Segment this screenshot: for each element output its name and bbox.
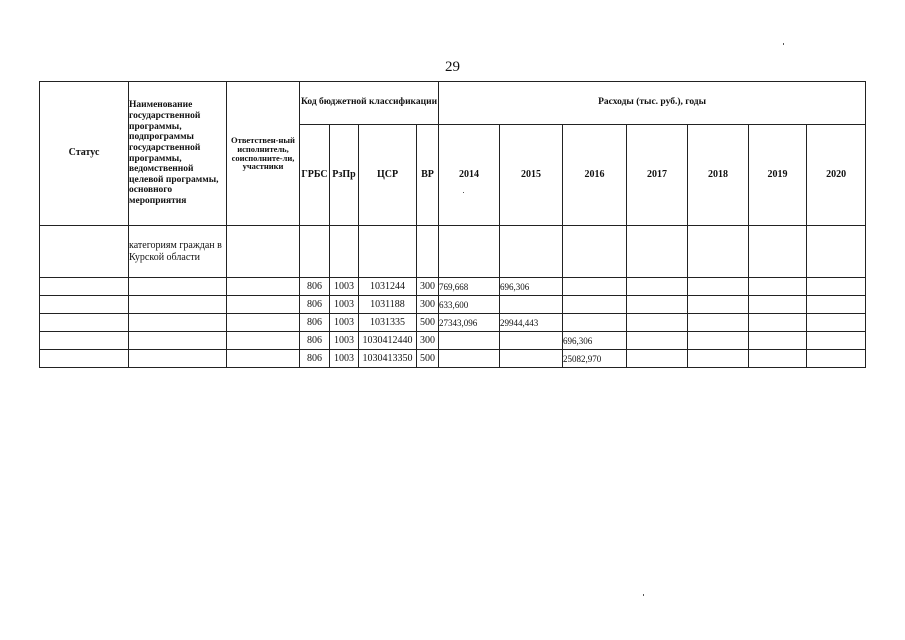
empty-cell [40, 350, 129, 368]
empty-cell [807, 314, 866, 332]
amount-2016-cell: 25082,970 [563, 350, 627, 368]
empty-cell [807, 278, 866, 296]
table-row [40, 350, 866, 368]
vr-cell: 300 [417, 278, 439, 296]
header-row-top [40, 82, 866, 125]
amount-2015-cell [500, 332, 563, 350]
vr-cell: 300 [417, 332, 439, 350]
empty-cell [807, 332, 866, 350]
empty-cell [227, 296, 300, 314]
empty-cell [749, 314, 807, 332]
amount-2016-cell [563, 296, 627, 314]
empty-cell [627, 296, 688, 314]
empty-cell [807, 296, 866, 314]
empty-cell [749, 278, 807, 296]
year-header-2020: 2020 [807, 125, 866, 226]
empty-cell [40, 296, 129, 314]
empty-cell [688, 314, 749, 332]
empty-cell [627, 314, 688, 332]
vr-cell: 500 [417, 350, 439, 368]
rzpr-cell: 1003 [330, 332, 359, 350]
empty-cell [40, 278, 129, 296]
scan-speck [783, 43, 784, 45]
scan-speck [643, 594, 644, 596]
budget-table [39, 81, 866, 368]
amount-2016-cell [563, 278, 627, 296]
empty-cell [688, 278, 749, 296]
empty-cell [40, 332, 129, 350]
csr-cell: 1031244 [359, 278, 417, 296]
empty-cell [227, 350, 300, 368]
status-header: Статус [40, 82, 129, 226]
scan-speck [463, 192, 464, 193]
grbs-cell: 806 [300, 350, 330, 368]
rzpr-cell: 1003 [330, 314, 359, 332]
year-header-2014: 2014 [439, 125, 500, 226]
empty-cell [688, 350, 749, 368]
year-header-2016: 2016 [563, 125, 627, 226]
csr-cell: 1031188 [359, 296, 417, 314]
csr-cell: 1031335 [359, 314, 417, 332]
budget-code-header: Код бюджетной классификации [300, 82, 439, 125]
table-row [40, 332, 866, 350]
grbs-cell: 806 [300, 296, 330, 314]
empty-cell [129, 350, 227, 368]
grbs-cell: 806 [300, 332, 330, 350]
empty-cell [627, 278, 688, 296]
table-row [40, 296, 866, 314]
empty-cell [749, 332, 807, 350]
empty-cell [129, 278, 227, 296]
amount-2016-cell: 696,306 [563, 332, 627, 350]
empty-cell [40, 314, 129, 332]
amount-2015-cell: 696,306 [500, 278, 563, 296]
empty-cell [627, 332, 688, 350]
page-number: 29 [445, 59, 460, 75]
empty-cell [627, 350, 688, 368]
empty-cell [688, 332, 749, 350]
rzpr-cell: 1003 [330, 278, 359, 296]
vr-header: ВР [417, 125, 439, 226]
empty-cell [129, 332, 227, 350]
name-header: Наименование государственной программы, подпрограммы государственной программы, ведомственной целевой программы, основного мероприятия [129, 82, 227, 226]
expenses-header: Расходы (тыс. руб.), годы [439, 82, 866, 125]
table-row [40, 278, 866, 296]
amount-2014-cell [439, 350, 500, 368]
grbs-header: ГРБС [300, 125, 330, 226]
amount-2015-cell: 29944,443 [500, 314, 563, 332]
amount-2015-cell [500, 296, 563, 314]
year-header-2019: 2019 [749, 125, 807, 226]
empty-cell [227, 314, 300, 332]
rzpr-cell: 1003 [330, 296, 359, 314]
grbs-cell: 806 [300, 278, 330, 296]
empty-cell [807, 350, 866, 368]
empty-cell [749, 296, 807, 314]
empty-cell [749, 350, 807, 368]
amount-2014-cell: 27343,096 [439, 314, 500, 332]
status-cell [40, 226, 129, 278]
table-row [40, 314, 866, 332]
rzpr-cell: 1003 [330, 350, 359, 368]
empty-cell [129, 314, 227, 332]
empty-cell [227, 332, 300, 350]
csr-cell: 1030412440 [359, 332, 417, 350]
amount-2014-cell [439, 332, 500, 350]
program-name-cell: категориям граждан в Курской области [129, 226, 227, 278]
executor-header: Ответствен-ный исполнитель, соисполните-ли, участники [227, 82, 300, 226]
vr-cell: 500 [417, 314, 439, 332]
empty-cell [688, 296, 749, 314]
amount-2015-cell [500, 350, 563, 368]
csr-cell: 1030413350 [359, 350, 417, 368]
year-header-2015: 2015 [500, 125, 563, 226]
empty-cell [227, 278, 300, 296]
vr-cell: 300 [417, 296, 439, 314]
empty-cell [129, 296, 227, 314]
grbs-cell: 806 [300, 314, 330, 332]
amount-2014-cell: 769,668 [439, 278, 500, 296]
rzpr-header: РзПр [330, 125, 359, 226]
amount-2016-cell [563, 314, 627, 332]
continuation-row [40, 226, 866, 278]
year-header-2017: 2017 [627, 125, 688, 226]
amount-2014-cell: 633,600 [439, 296, 500, 314]
year-header-2018: 2018 [688, 125, 749, 226]
csr-header: ЦСР [359, 125, 417, 226]
